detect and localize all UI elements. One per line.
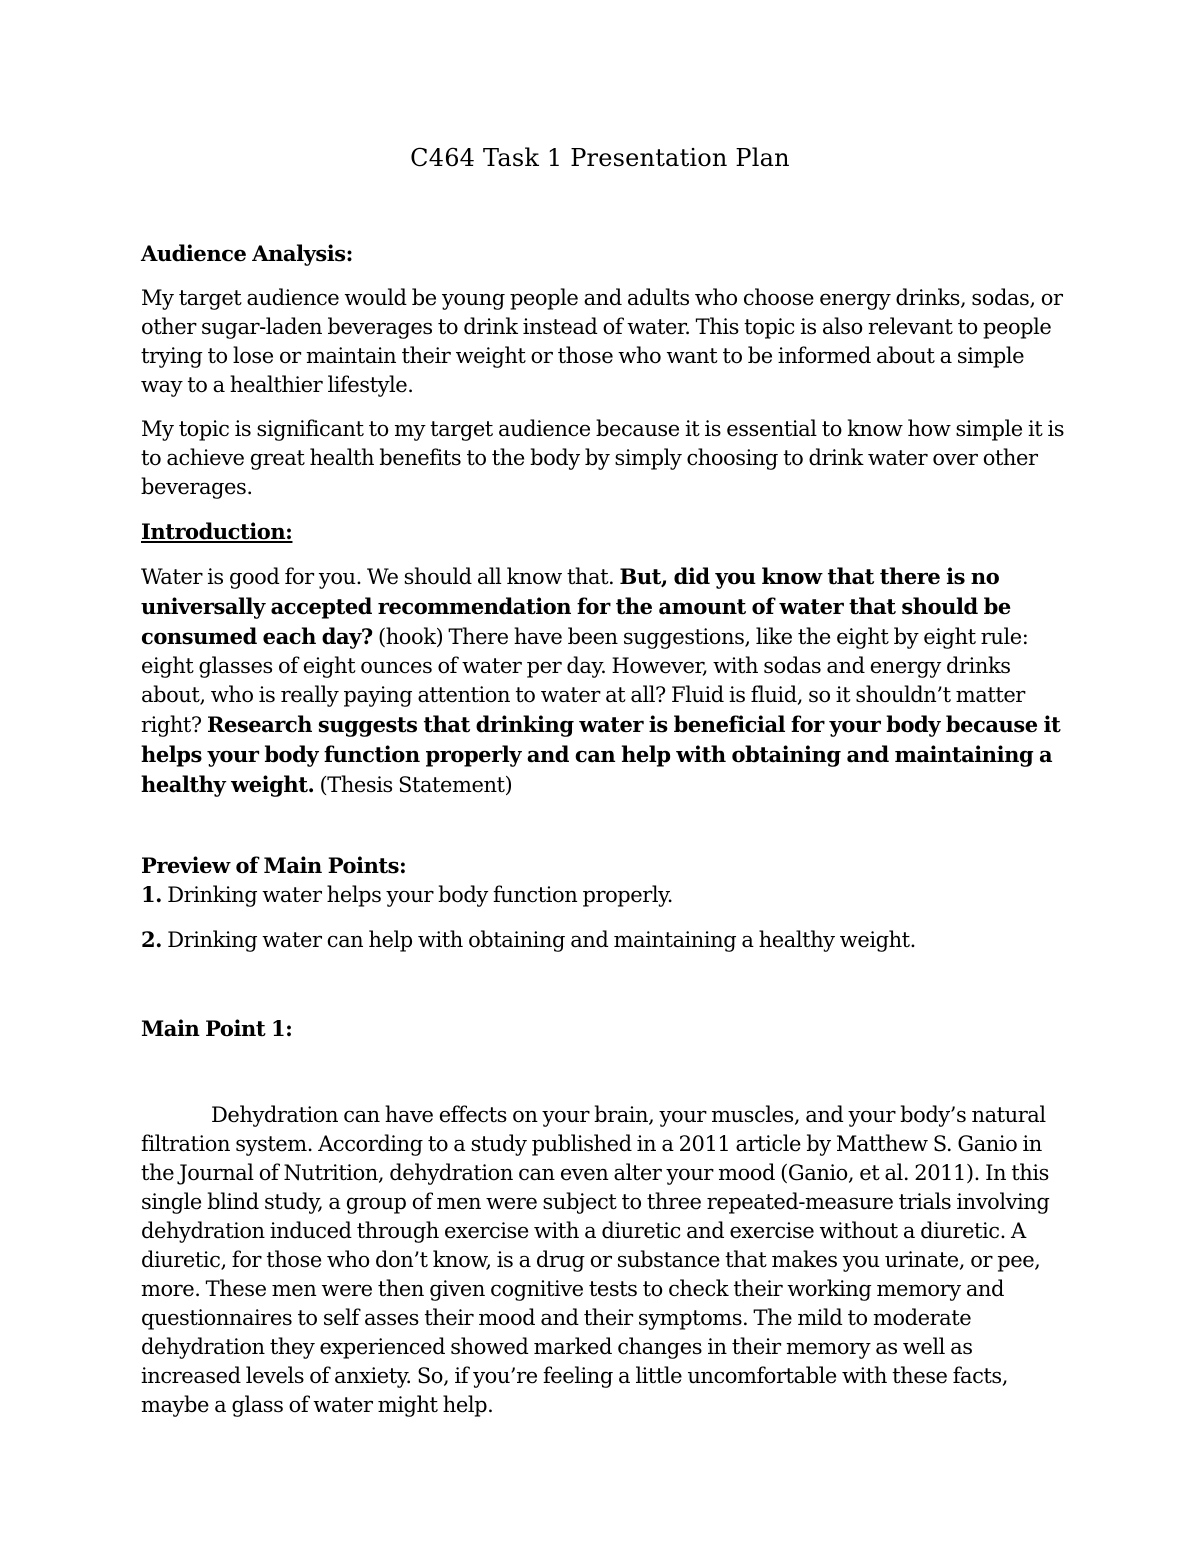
audience-analysis-heading: Audience Analysis: (141, 241, 353, 266)
audience-paragraph-2: My topic is significant to my target audience because it is essential to know how simple it is to achieve great health benefits to the body by simply choosing to drink water over other beverages. (141, 417, 1065, 499)
introduction-heading: Introduction: (141, 519, 293, 544)
intro-sentence-3: (hook) There have been suggestions, like the eight by eight rule: eight glasses of eight ounces of water per day. However, with sodas and energy drinks about, who is really paying attention to water at all? Fluid is fluid, so it shouldn’t matter right? (141, 625, 1029, 737)
preview-item-1-text: Drinking water helps your body function properly. (162, 883, 673, 907)
preview-item-2-number: 2. (141, 927, 163, 952)
intro-thesis-label: (Thesis Statement) (314, 773, 513, 797)
preview-item-1 (141, 880, 1066, 910)
intro-thesis-bold: Research suggests that drinking water is beneficial for your body because it helps your body function properly and can help with obtaining and maintaining a healthy weight. (141, 712, 1061, 797)
main-point-1-body: Dehydration can have effects on your brain, your muscles, and your body’s natural filtration system. According to a study published in a 2011 article by Matthew S. Ganio in the Journal of Nutrition, dehydration can even alter your mood (Ganio, et al. 2011). In this single blind study, a group of men were subject to three repeated-measure trials involving dehydration induced through exercise with a diuretic and exercise without a diuretic. A diuretic, for those who don’t know, is a drug or substance that makes you urinate, or pee, more. These men were then given cognitive tests to check their working memory and questionnaires to self asses their mood and their symptoms. The mild to moderate dehydration they experienced showed marked changes in their memory as well as increased levels of anxiety. So, if you’re feeling a little uncomfortable with these facts, maybe a glass of water might help. (141, 1103, 1050, 1417)
audience-paragraph-1: My target audience would be young people and adults who choose energy drinks, sodas, or other sugar-laden beverages to drink instead of water. This topic is also relevant to people trying to lose or maintain their weight or those who want to be informed about a simple way to a healthier lifestyle. (141, 286, 1063, 397)
document-title: C464 Task 1 Presentation Plan (410, 144, 790, 172)
preview-heading: Preview of Main Points: (141, 853, 407, 878)
preview-item-1-number: 1. (141, 882, 163, 907)
preview-item-2 (141, 925, 1066, 955)
introduction-section (141, 517, 1066, 800)
audience-analysis-section (141, 239, 1066, 502)
preview-item-2-text: Drinking water can help with obtaining and maintaining a healthy weight. (162, 928, 916, 952)
main-point-1-heading: Main Point 1: (141, 1016, 293, 1041)
main-point-1-section (141, 1014, 1066, 1420)
intro-hook-bold: But, did you know that there is no universally accepted recommendation for the amount of water that should be consumed each day? (141, 564, 1011, 649)
introduction-paragraph (141, 562, 1066, 800)
intro-sentence-1: Water is good for you. We should all know that. (141, 565, 620, 589)
preview-section (141, 851, 1066, 955)
